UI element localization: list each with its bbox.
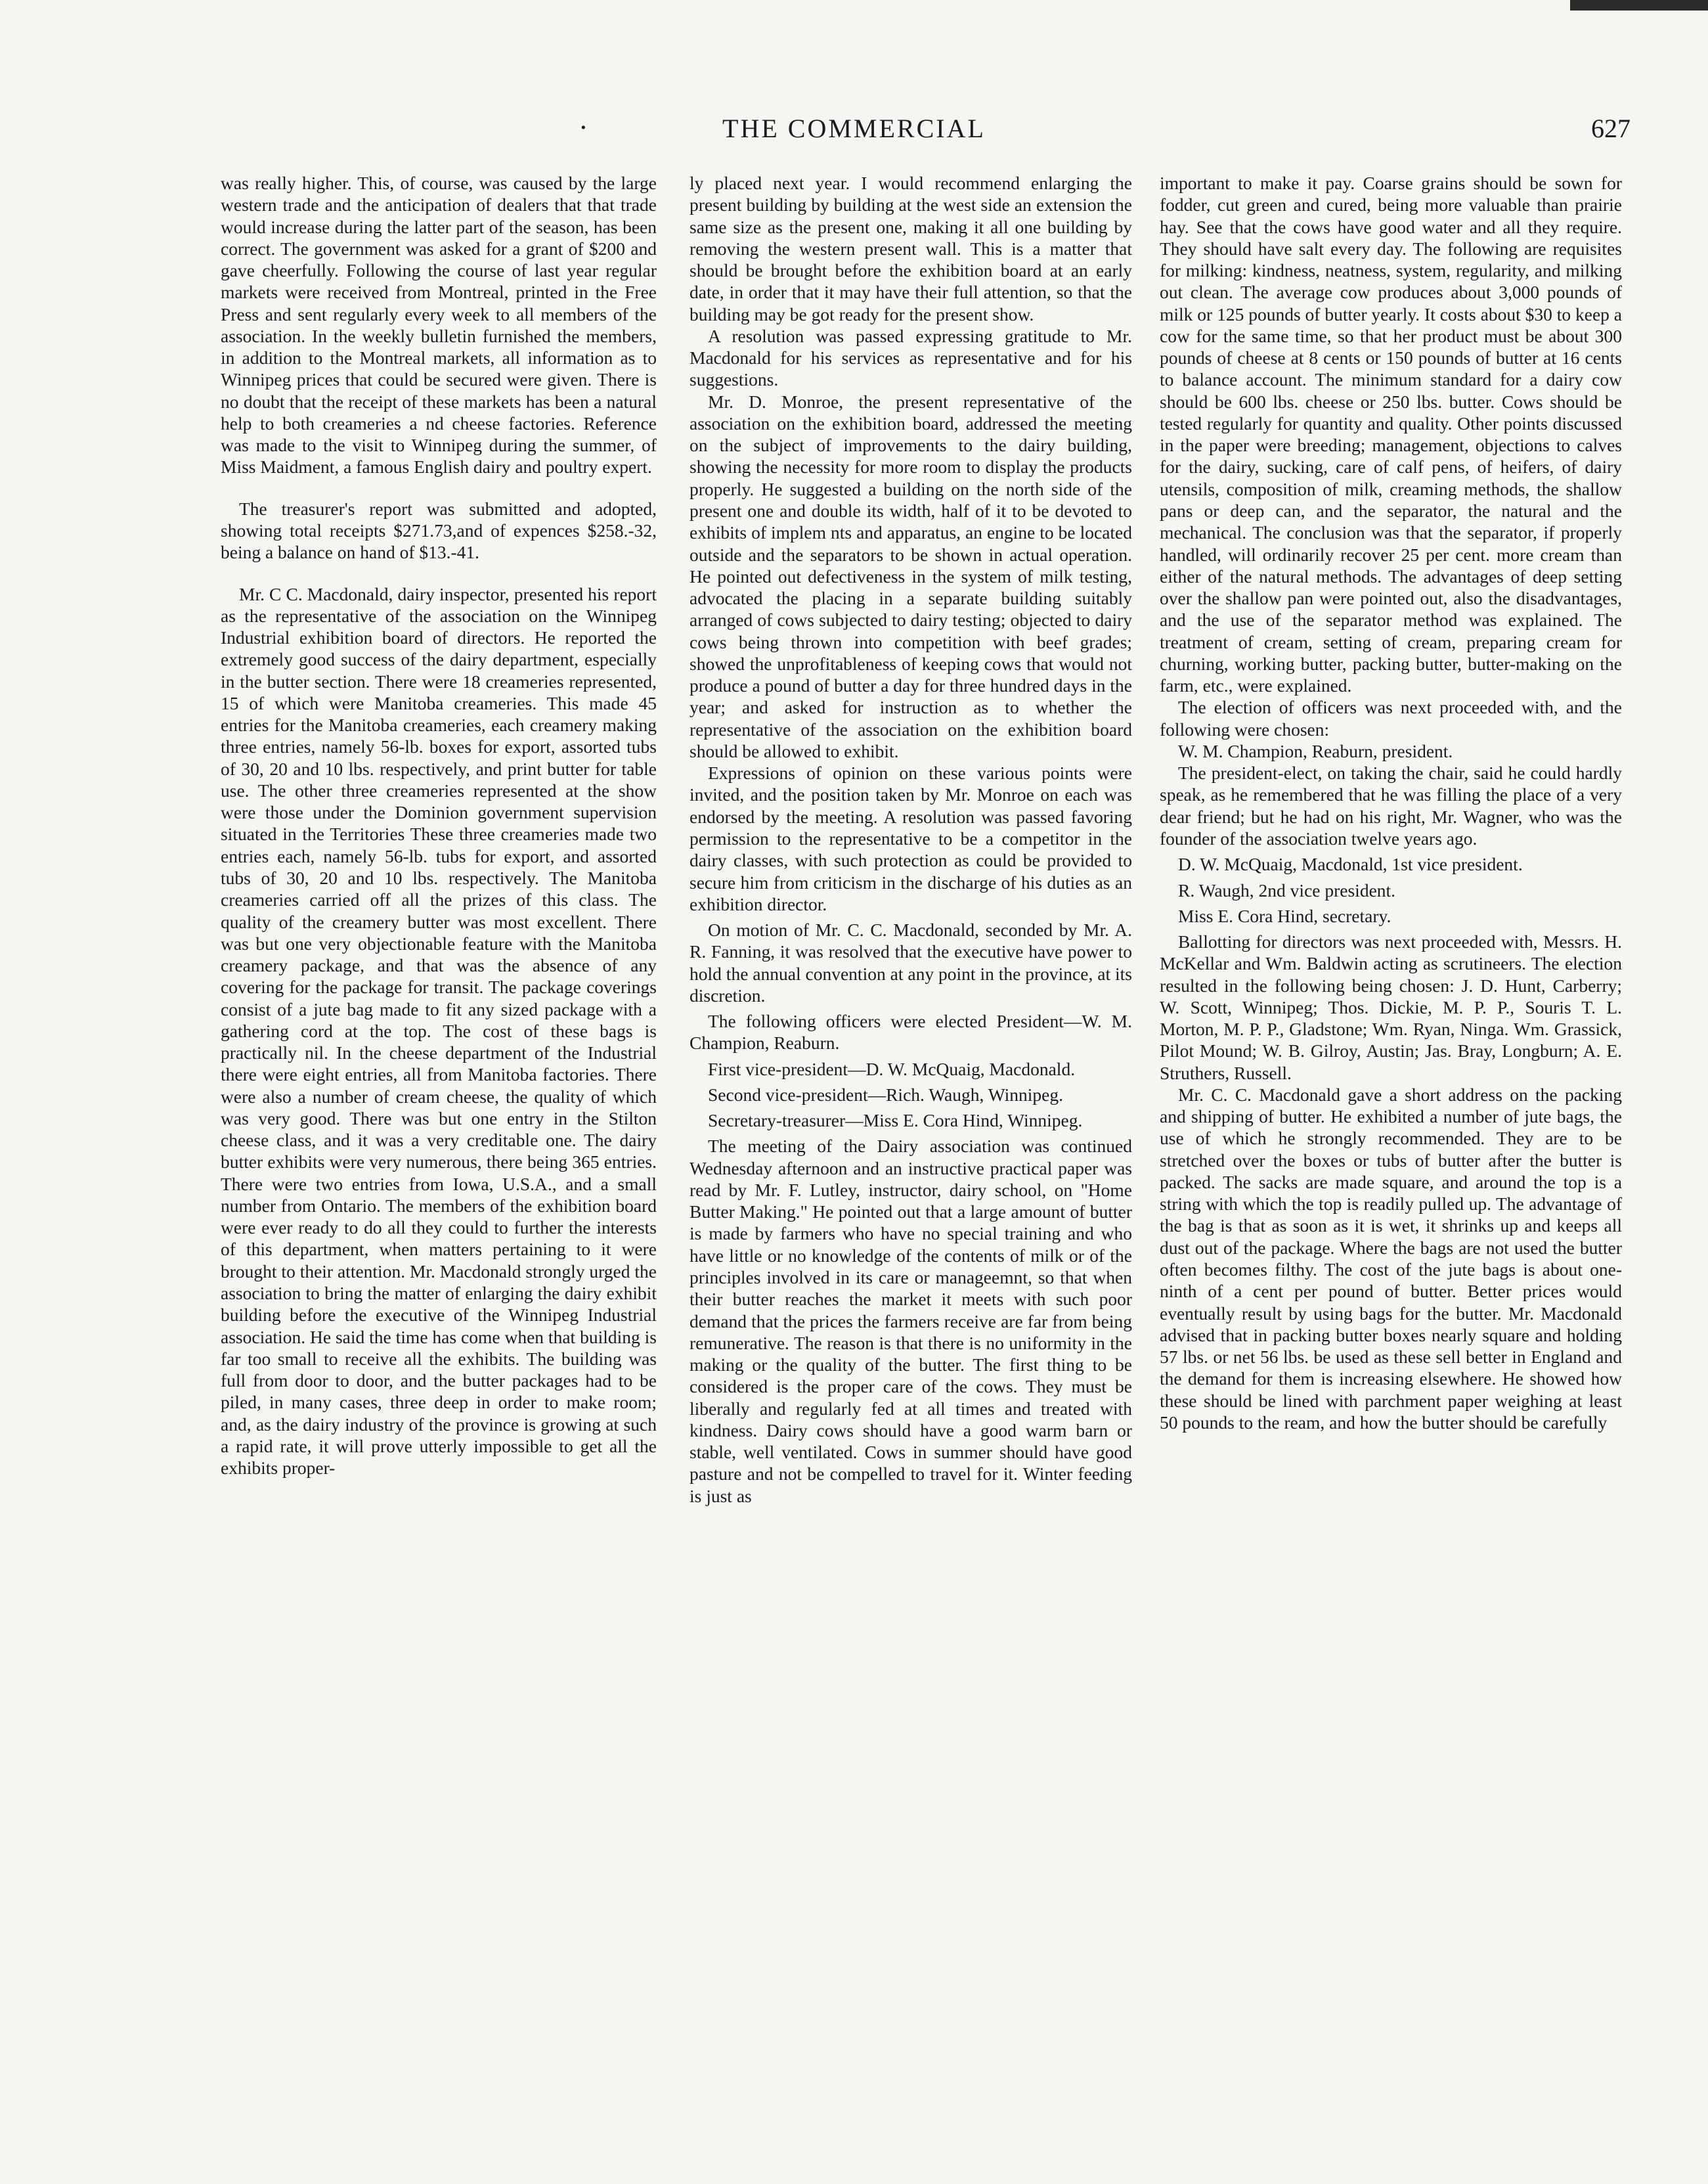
column-2-officer-president: The following officers were elected President—W. M. Champion, Reaburn. bbox=[690, 1011, 1132, 1054]
column-3-paragraph-2: The election of officers was next proceeded with, and the following were chosen: bbox=[1160, 697, 1622, 740]
column-1-paragraph-2: The treasurer's report was submitted and adopted, showing total receipts $271.73,and of expences $258.-32, being a balance on hand of $13.-41. bbox=[221, 498, 657, 563]
column-3-paragraph-1: important to make it pay. Coarse grains should be sown for fodder, cut green and cured, being more valuable than prairie hay. See that the cows have good water and all they require. They should have salt every day. The following are requisites for milking: kindness, neatness, system, regularity, and milking out clean. The average cow produces about 3,000 pounds of milk or 125 pounds of butter yearly. It costs about $30 to keep a cow for the same time, so that her product must be about 300 pounds of cheese at 8 cents or 150 pounds of butter at 16 cents to balance account. The minimum standard for a dairy cow should be 600 lbs. cheese or 250 lbs. butter. Cows should be tested regularly for quantity and quality. Other points discussed in the paper were breeding; management, objections to calves for the dairy, sucking, care of calf pens, of heifers, of dairy utensils, composition of milk, creaming methods, the shallow pans or deep can, and the separator, the natural and the mechanical. The conclusion was that the separator, if properly handled, will ordinarily recover 25 per cent. more cream than either of the natural methods. The advantages of deep setting over the shallow pan were pointed out, also the disadvantages, and the use of the separator method was explained. The treatment of cream, setting of cream, preparing cream for churning, working butter, packing butter, butter-making on the farm, etc., were explained. bbox=[1160, 173, 1622, 696]
column-2-officer-second-vice: Second vice-president—Rich. Waugh, Winnipeg. bbox=[708, 1084, 1063, 1105]
page-header bbox=[0, 113, 1708, 152]
column-3-officer-second-vice: R. Waugh, 2nd vice president. bbox=[1178, 880, 1396, 901]
scan-edge-mark bbox=[1570, 0, 1708, 11]
column-1-paragraph-3: Mr. C C. Macdonald, dairy inspector, presented his report as the representative of the association on the Winnipeg Industrial exhibition board of directors. He reported the extremely good success of the dairy department, especially in the butter section. There were 18 creameries represented, 15 of which were Manitoba creameries. This made 45 entries for the Manitoba creameries, each creamery making three entries, namely 56-lb. boxes for export, assorted tubs of 30, 20 and 10 lbs. respectively, and print butter for table use. The other three creameries represented at the show were those under the Dominion government supervision situated in the Territories These three creameries made two entries each, namely 56-lb. tubs for export, and assorted tubs of 30, 20 and 10 lbs. respectively. The Manitoba creameries carried off all the prizes of this class. The quality of the creamery butter was most excellent. There was but one very objectionable feature with the Manitoba creamery package, and that was the absence of any covering for the package for transit. The package coverings consist of a jute bag made to fit any sized package with a gathering cord at the top. The cost of these bags is practically nil. In the cheese department of the Industrial there were eight entries, all from Manitoba factories. There were also a number of cream cheese, the quality of which was very good. There was but one entry in the Stilton cheese class, and it was a very creditable one. The dairy butter exhibits were very numerous, there being 365 entries. There were two entries from Iowa, U.S.A., and a small number from Ontario. The members of the exhibition board were ever ready to do all they could to further the interests of this department, when matters pertaining to it were brought to their attention. Mr. Macdonald strongly urged the association to bring the matter of enlarging the dairy exhibit building before the executive of the Winnipeg Industrial association. He said the time has come when that building is far too small to receive all the exhibits. The building was full from door to door, and the butter packages had to be piled, in many cases, three deep in order to make room; and, as the dairy industry of the province is growing at such a rapid rate, it will prove utterly impossible to get all the exhibits proper- bbox=[221, 583, 657, 1479]
column-2-paragraph-5: On motion of Mr. C. C. Macdonald, seconded by Mr. A. R. Fanning, it was resolved that the executive have power to hold the annual convention at any point in the province, at its discretion. bbox=[690, 920, 1132, 1006]
column-3-paragraph-9: Mr. C. C. Macdonald gave a short address on the packing and shipping of butter. He exhibited a number of jute bags, the use of which he strongly recommended. They are to be stretched over the boxes or tubs of butter after the butter is packed. The sacks are made square, and around the top is a string with which the top is readily pulled up. The advantage of the bag is that as soon as it is wet, it shrinks up and keeps all dust out of the package. Where the bags are not used the butter often becomes filthy. The cost of the jute bags is about one-ninth of a cent per pound of butter. Better prices would eventually result by using bags for the butter. Mr. Macdonald advised that in packing butter boxes nearly square and holding 57 lbs. or net 56 lbs. be used as these sell better in England and the demand for them is increasing elsewhere. He showed how these should be lined with parchment paper weighing at least 50 pounds to the ream, and how the butter should be carefully bbox=[1160, 1084, 1622, 1433]
column-3-officer-president: W. M. Champion, Reaburn, president. bbox=[1178, 740, 1453, 761]
column-2-officer-first-vice: First vice-president—D. W. McQuaig, Macdonald. bbox=[708, 1058, 1076, 1079]
column-1-paragraph-1: was really higher. This, of course, was caused by the large western trade and the anticipation of dealers that that trade would increase during the latter part of the season, has been correct. The government was asked for a grant of $200 and gave cheerfully. Following the course of last year regular markets were received from Montreal, printed in the Free Press and sent regularly every week to all members of the association. In the weekly bulletin furnished the members, in addition to the Montreal markets, all information as to Winnipeg prices that could be secured were given. There is no doubt that the receipt of these markets has been a natural help to both creameries a nd cheese factories. Reference was made to the visit to Winnipeg during the summer, of Miss Maidment, a famous English dairy and poultry expert. bbox=[221, 173, 657, 478]
publication-title: THE COMMERCIAL bbox=[722, 114, 986, 143]
column-3-officer-secretary: Miss E. Cora Hind, secretary. bbox=[1178, 905, 1391, 926]
page-number: 627 bbox=[1591, 114, 1631, 143]
column-2-paragraph-1: ly placed next year. I would recommend enlarging the present building by building at the west side an extension the same size as the present one, making it all one building by removing the western present wall. This is a matter that should be brought before the exhibition board at an early date, in order that it may have their full attention, so that the building may be got ready for the present show. bbox=[690, 173, 1132, 324]
column-3 bbox=[1160, 172, 1622, 2169]
column-3-paragraph-4: The president-elect, on taking the chair, said he could hardly speak, as he remembered that he was filling the place of a very dear friend; but he had on his right, Mr. Wagner, who was the founder of the association twelve years ago. bbox=[1160, 763, 1622, 849]
header-dot: · bbox=[579, 113, 588, 143]
column-3-officer-first-vice: D. W. McQuaig, Macdonald, 1st vice president. bbox=[1178, 854, 1523, 875]
column-2-paragraph-10: The meeting of the Dairy association was continued Wednesday afternoon and an instructive practical paper was read by Mr. F. Lutley, instructor, dairy school, on "Home Butter Making." He pointed out that a large amount of butter is made by farmers who have no special training and who have little or no knowledge of the contents of milk or of the principles involved in its care or manageemnt, so that when their butter reaches the market it meets with such poor demand that the prices the farmers receive are far from being remunerative. The reason is that there is no uniformity in the making or the quality of the butter. The first thing to be considered is the proper care of the cows. They must be liberally and regularly fed at all times and treated with kindness. Dairy cows should have a good warm barn or stable, well ventilated. Cows in summer should have good pasture and not be compelled to travel for it. Winter feeding is just as bbox=[690, 1136, 1132, 1506]
column-2-paragraph-4: Expressions of opinion on these various points were invited, and the position taken by Mr. Monroe on each was endorsed by the meeting. A resolution was passed favoring permission to the representative to be a competitor in the dairy classes, with such protection as could be provided to secure him from criticism in the discharge of his duties as an exhibition director. bbox=[690, 763, 1132, 914]
column-2 bbox=[690, 172, 1132, 2169]
column-3-paragraph-8: Ballotting for directors was next proceeded with, Messrs. H. McKellar and Wm. Baldwin acting as scrutineers. The election resulted in the following being chosen: J. D. Hunt, Carberry; W. Scott, Winnipeg; Thos. Dickie, M. P. P., Souris T. L. Morton, M. P. P., Gladstone; Wm. Ryan, Ninga. Wm. Grassick, Pilot Mound; W. B. Gilroy, Austin; Jas. Bray, Longburn; A. E. Struthers, Russell. bbox=[1160, 931, 1622, 1083]
column-2-officer-secretary: Secretary-treasurer—Miss E. Cora Hind, Winnipeg. bbox=[708, 1110, 1083, 1131]
column-1 bbox=[221, 172, 657, 2169]
column-2-paragraph-3: Mr. D. Monroe, the present representative of the association on the exhibition board, addressed the meeting on the subject of improvements to the dairy building, showing the necessity for more room to display the products properly. He suggested a building on the north side of the present one and double its width, half of it to be devoted to exhibits of implem nts and apparatus, an engine to be located outside and the separators to be shown in actual operation. He pointed out defectiveness in the system of milk testing, advocated the placing in a separate building suitably arranged of cows subjected to dairy testing; objected to dairy cows being thrown into competition with beef grades; showed the unprofitableness of keeping cows that would not produce a pound of butter a day for three hundred days in the year; and asked for instruction as to whether the representative of the association on the exhibition board should be allowed to exhibit. bbox=[690, 391, 1132, 761]
column-2-paragraph-2: A resolution was passed expressing gratitude to Mr. Macdonald for his services as representative and for his suggestions. bbox=[690, 325, 1132, 390]
